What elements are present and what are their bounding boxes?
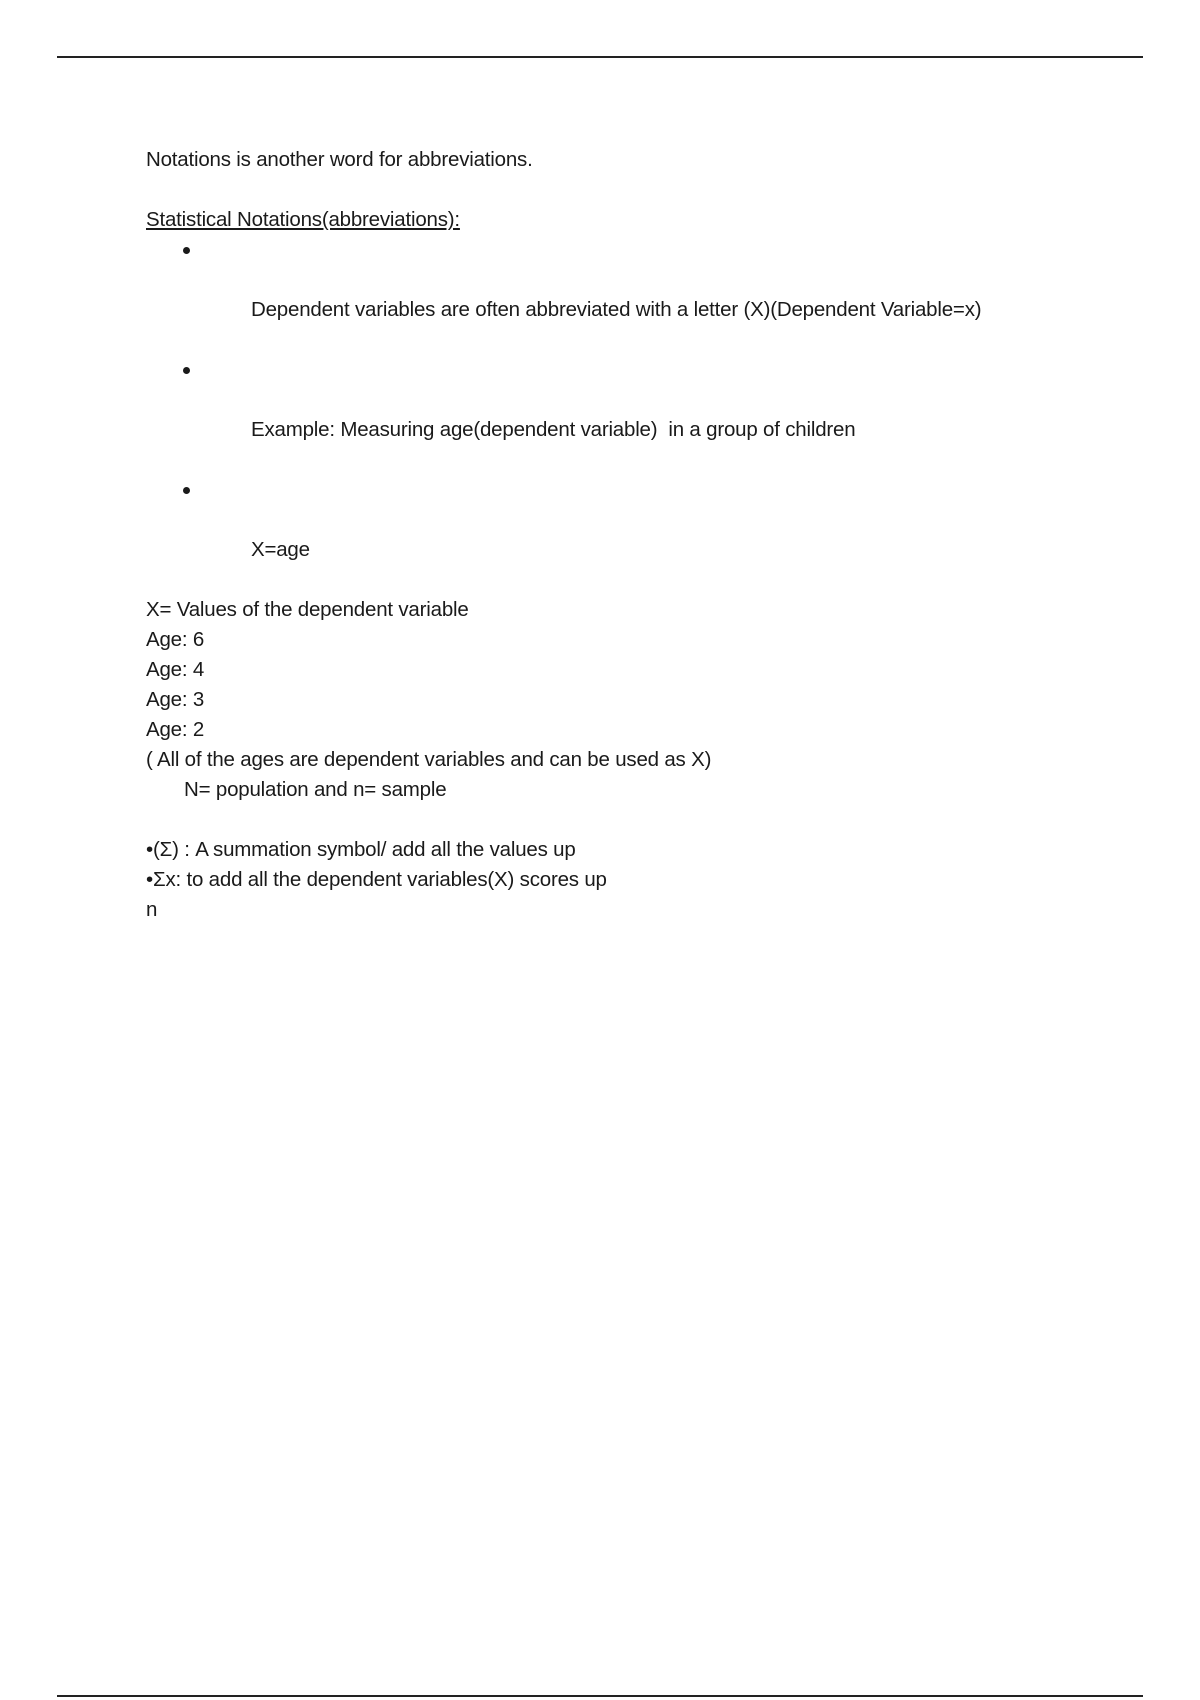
- bullet-text: X=age: [250, 538, 310, 561]
- spacer: [146, 175, 1146, 205]
- spacer: [146, 805, 1146, 835]
- population-sample-text: N= population and n= sample: [184, 778, 447, 801]
- document-body: [146, 145, 1146, 925]
- section-heading: Statistical Notations(abbreviations):: [146, 208, 460, 231]
- bullet-item: [146, 235, 1146, 355]
- header-rule: [57, 56, 1143, 58]
- bullet-icon: [183, 367, 190, 374]
- bullet-item: [146, 475, 1146, 595]
- trailing-text: n: [146, 898, 158, 921]
- age-line: Age: 3: [146, 688, 205, 711]
- ages-note: ( All of the ages are dependent variables and can be used as X): [146, 748, 712, 771]
- sigma-line: •Σx: to add all the dependent variables(X) scores up: [146, 868, 607, 891]
- footer-rule: [57, 1695, 1143, 1697]
- bullet-text: Dependent variables are often abbreviated with a letter (X)(Dependent Variable=x): [250, 298, 982, 321]
- bullet-icon: [183, 247, 190, 254]
- age-line: Age: 6: [146, 628, 205, 651]
- sigma-line: •(Σ) : A summation symbol/ add all the values up: [146, 838, 576, 861]
- bullet-text: Example: Measuring age(dependent variable) in a group of children: [250, 418, 856, 441]
- bullet-item: [146, 355, 1146, 475]
- age-line: Age: 4: [146, 658, 205, 681]
- intro-text: Notations is another word for abbreviations.: [146, 148, 533, 171]
- bullet-icon: [183, 487, 190, 494]
- bullet-list: [146, 235, 1146, 595]
- x-values-label: X= Values of the dependent variable: [146, 598, 469, 621]
- age-line: Age: 2: [146, 718, 205, 741]
